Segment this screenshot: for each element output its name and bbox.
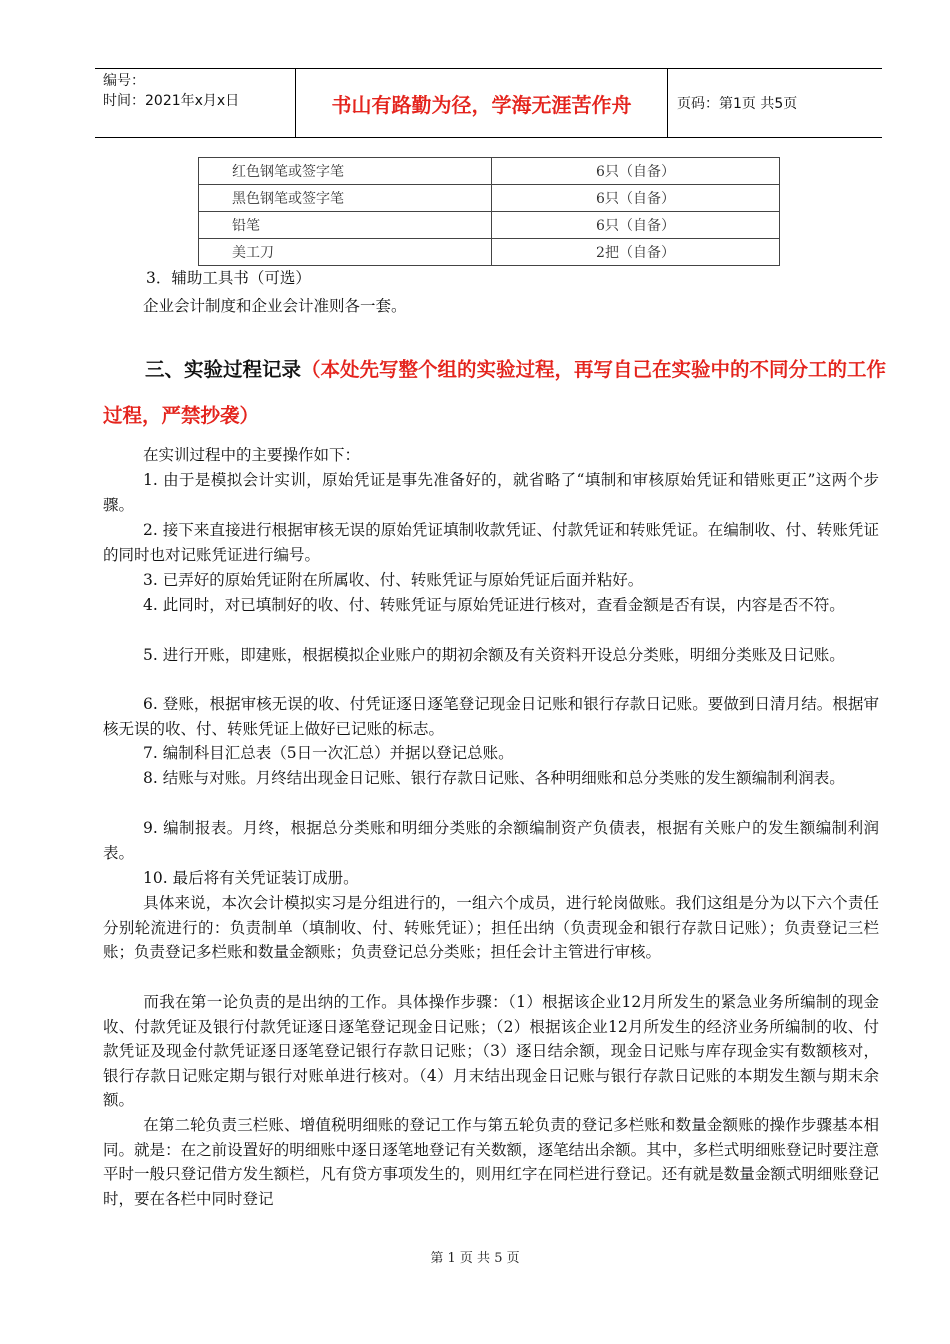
- paragraph-first-round: 而我在第一论负责的是出纳的工作。具体操作步骤：（1）根据该企业12月所发生的紧急业务所编制的现金收、付款凭证及银行付款凭证逐日逐笔登记现金日记账；（2）根据该企业12月所发生的经济业务所编制的收、付款凭证及现金付款凭证逐日逐笔登记银行存款日记账；（3）逐日结余额，现金日记账与库存现金实有数额核对，银行存款日记账定期与银行对账单进行核对。（4）月末结出现金日记账与银行存款日记账的本期发生额与期末余额。: [103, 993, 879, 1110]
- document-number-label: 编号：: [103, 73, 145, 89]
- process-step-6: 6. 登账，根据审核无误的收、付凭证逐日逐笔登记现金日记账和银行存款日记账。要做到日清月结。根据审核无误的收、付、转账凭证上做好已记账的标志。: [103, 695, 879, 738]
- process-step-7: 7. 编制科目汇总表（5日一次汇总）并据以登记总账。: [143, 744, 514, 762]
- header-motto: 书山有路勤为径，学海无涯苦作舟: [296, 69, 668, 137]
- process-step-5: 5. 进行开账，即建账，根据模拟企业账户的期初余额及有关资料开设总分类账，明细分类账及日记账。: [143, 646, 845, 664]
- tools-table: [198, 157, 780, 266]
- process-step-9: 9. 编制报表。月终，根据总分类账和明细分类账的余额编制资产负债表，根据有关账户的发生额编制利润表。: [103, 819, 879, 862]
- process-step-8: 8. 结账与对账。月终结出现金日记账、银行存款日记账、各种明细账和总分类账的发生额编制利润表。: [143, 769, 845, 787]
- table-row: [199, 212, 780, 239]
- paragraph-group-roles: 具体来说，本次会计模拟实习是分组进行的，一组六个成员，进行轮岗做账。我们这组是分为以下六个责任分别轮流进行的：负责制单（填制收、付、转账凭证）；担任出纳（负责现金和银行存款日记账）；负责登记三栏账；负责登记多栏账和数量金额账；负责登记总分类账；担任会计主管进行审核。: [103, 894, 879, 962]
- process-step-3: 3. 已弄好的原始凭证附在所属收、付、转账凭证与原始凭证后面并粘好。: [143, 571, 644, 589]
- section-heading: [103, 347, 893, 439]
- table-row: [199, 239, 780, 266]
- section-heading-title: 三、实验过程记录: [145, 358, 302, 381]
- table-row: [199, 185, 780, 212]
- tool-name: 黑色钢笔或签字笔: [199, 185, 492, 212]
- tool-name: 红色钢笔或签字笔: [199, 158, 492, 185]
- tool-quantity: 6只（自备）: [492, 212, 780, 239]
- process-step-10: 10. 最后将有关凭证装订成册。: [143, 869, 359, 887]
- aux-tools-text: 企业会计制度和企业会计准则各一套。: [143, 297, 407, 315]
- tool-name: 美工刀: [199, 239, 492, 266]
- process-step-4: 4. 此同时，对已填制好的收、付、转账凭证与原始凭证进行核对，查看金额是否有误，内容是否不符。: [143, 596, 845, 614]
- process-step-2: 2. 接下来直接进行根据审核无误的原始凭证填制收款凭证、付款凭证和转账凭证。在编制收、付、转账凭证的同时也对记账凭证进行编号。: [103, 521, 879, 564]
- page-footer: 第 1 页 共 5 页: [430, 1251, 520, 1266]
- document-time-label: 时间：2021年x月x日: [103, 93, 240, 109]
- paragraph-second-round: 在第二轮负责三栏账、增值税明细账的登记工作与第五轮负责的登记多栏账和数量金额账的操作步骤基本相同。就是：在之前设置好的明细账中逐日逐笔地登记有关数额，逐笔结出余额。其中，多栏式明细账登记时要注意平时一般只登记借方发生额栏，凡有贷方事项发生的，则用红字在同栏进行登记。还有就是数量金额式明细账登记时，要在各栏中同时登记: [103, 1116, 879, 1208]
- tool-quantity: 6只（自备）: [492, 185, 780, 212]
- section-heading-note: （本处先写整个组的实验过程，再写自己在实验中的不同分工的工作过程，严禁抄袭）: [103, 358, 887, 427]
- tool-quantity: 6只（自备）: [492, 158, 780, 185]
- aux-tools-title: 3．辅助工具书（可选）: [146, 269, 311, 287]
- page-header: [95, 68, 882, 138]
- header-page-number: 页码：第1页 共5页: [677, 96, 798, 112]
- process-step-1: 1. 由于是模拟会计实训，原始凭证是事先准备好的，就省略了“填制和审核原始凭证和错账更正”这两个步骤。: [103, 471, 879, 514]
- header-meta: [95, 69, 296, 137]
- tool-quantity: 2把（自备）: [492, 239, 780, 266]
- table-row: [199, 158, 780, 185]
- process-intro: 在实训过程中的主要操作如下：: [143, 446, 361, 464]
- tool-name: 铅笔: [199, 212, 492, 239]
